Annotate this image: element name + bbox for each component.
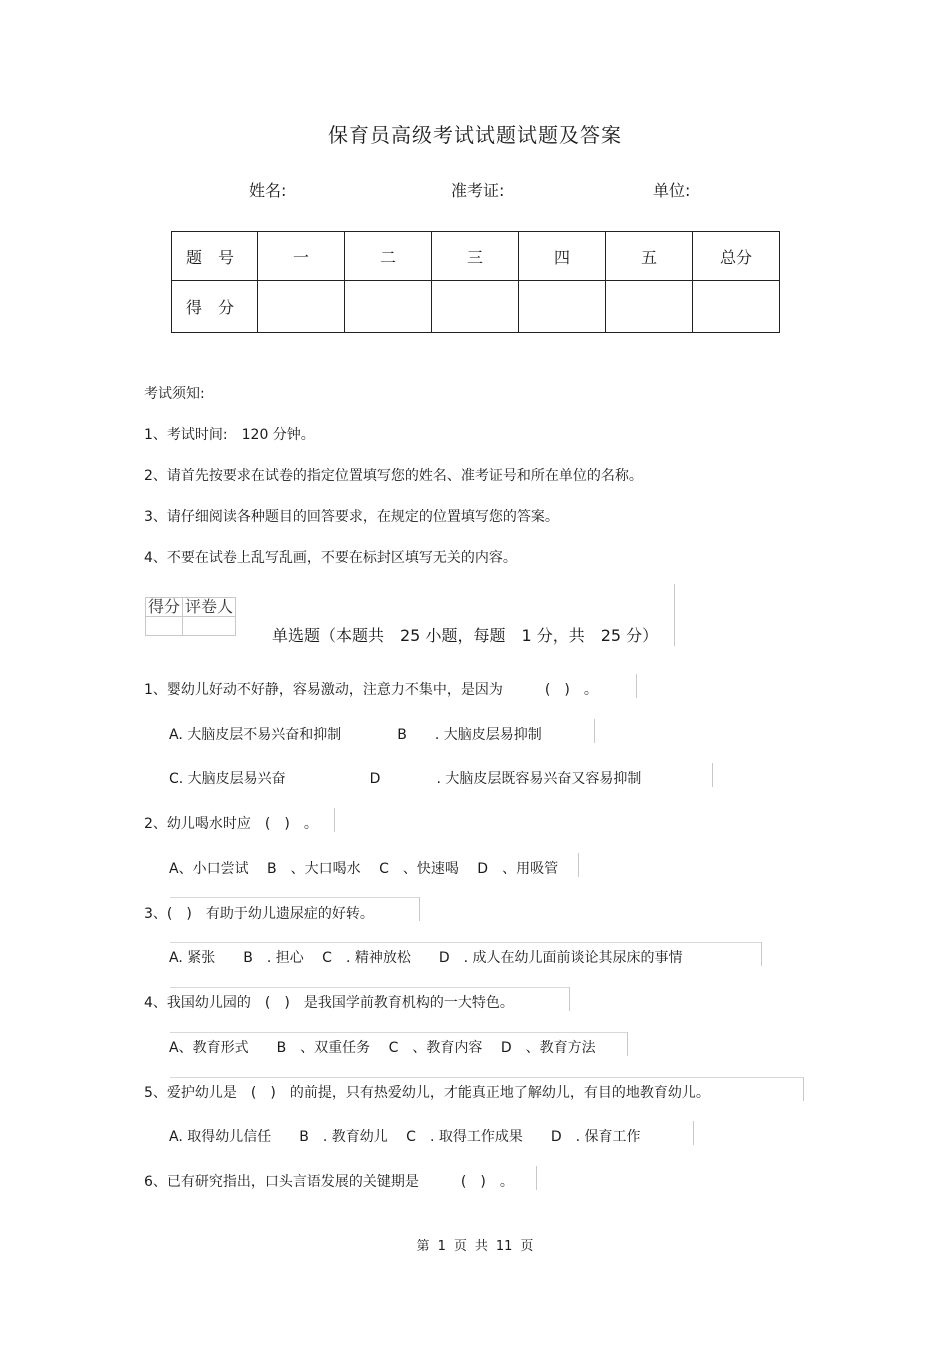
margin-line <box>170 897 420 898</box>
question-stem: 3、( ) 有助于幼儿遗尿症的好转。 <box>144 906 374 922</box>
grader-score-label: 得分 <box>146 598 183 617</box>
score-col-5: 五 <box>606 232 693 281</box>
page-footer <box>0 1235 950 1254</box>
footer-total-word: 共 <box>474 1239 488 1254</box>
ticket-label: 准考证: <box>451 181 505 200</box>
footer-page-word: 页 <box>453 1239 467 1254</box>
score-col-2: 二 <box>345 232 432 281</box>
question-stem: 5、爱护幼儿是 ( ) 的前提，只有热爱幼儿，才能真正地了解幼儿，有目的地教育幼儿。 <box>144 1085 710 1101</box>
grader-name-cell <box>183 617 236 636</box>
margin-mark <box>712 763 713 787</box>
notice-item: 2、请首先按要求在试卷的指定位置填写您的姓名、准考证号和所在单位的名称。 <box>144 468 643 484</box>
margin-mark <box>803 1077 804 1101</box>
margin-mark <box>636 674 637 698</box>
margin-mark <box>334 808 335 832</box>
name-label: 姓名: <box>249 181 287 200</box>
question-options: A、小口尝试 B 、大口喝水 C 、快速喝 D 、用吸管 <box>169 861 559 877</box>
margin-mark <box>627 1032 628 1056</box>
margin-mark <box>536 1166 537 1190</box>
grader-score-cell <box>146 617 183 636</box>
margin-mark <box>761 942 762 966</box>
margin-line <box>170 942 762 943</box>
notice-heading: 考试须知: <box>144 386 205 402</box>
question-stem: 4、我国幼儿园的 ( ) 是我国学前教育机构的一大特色。 <box>144 995 514 1011</box>
margin-mark <box>693 1121 694 1145</box>
unit-label: 单位: <box>653 181 691 200</box>
score-col-3: 三 <box>432 232 519 281</box>
score-cell <box>258 281 345 333</box>
score-table-row-label: 得分 <box>172 281 258 333</box>
score-table-header-label: 题号 <box>172 232 258 281</box>
section-heading: 单选题（本题共 25 小题，每题 1 分，共 25 分） <box>272 626 659 645</box>
score-cell <box>693 281 780 333</box>
question-options: A. 取得幼儿信任 B . 教育幼儿 C . 取得工作成果 D . 保育工作 <box>169 1129 641 1145</box>
notice-item: 4、不要在试卷上乱写乱画，不要在标封区填写无关的内容。 <box>144 550 517 566</box>
margin-mark <box>594 719 595 743</box>
score-cell <box>432 281 519 333</box>
score-cell <box>606 281 693 333</box>
margin-mark <box>419 897 420 921</box>
margin-line <box>170 1032 628 1033</box>
score-cell <box>519 281 606 333</box>
page-title: 保育员高级考试试题试题及答案 <box>328 123 622 147</box>
footer-prefix: 第 <box>416 1239 430 1254</box>
score-col-total: 总分 <box>693 232 780 281</box>
grader-name-label: 评卷人 <box>183 598 236 617</box>
question-stem: 1、婴幼儿好动不好静，容易激动，注意力不集中，是因为 ( ) 。 <box>144 682 598 698</box>
margin-mark <box>569 987 570 1011</box>
page-number: 1 <box>437 1239 446 1254</box>
notice-item: 3、请仔细阅读各种题目的回答要求，在规定的位置填写您的答案。 <box>144 509 559 525</box>
footer-suffix: 页 <box>520 1239 534 1254</box>
question-options: A. 紧张 B . 担心 C . 精神放松 D . 成人在幼儿面前谈论其尿床的事情 <box>169 950 683 966</box>
notice-item: 1、考试时间: 120 分钟。 <box>144 427 315 443</box>
grader-box <box>145 597 236 636</box>
question-options: C. 大脑皮层易兴奋 D . 大脑皮层既容易兴奋又容易抑制 <box>169 771 642 787</box>
section-divider <box>674 584 675 646</box>
question-options: A、教育形式 B 、双重任务 C 、教育内容 D 、教育方法 <box>169 1040 596 1056</box>
question-options: A. 大脑皮层不易兴奋和抑制 B . 大脑皮层易抑制 <box>169 727 542 743</box>
margin-mark <box>578 853 579 877</box>
score-table <box>171 231 780 333</box>
question-stem: 2、幼儿喝水时应 ( ) 。 <box>144 816 318 832</box>
score-col-4: 四 <box>519 232 606 281</box>
score-col-1: 一 <box>258 232 345 281</box>
question-stem: 6、已有研究指出，口头言语发展的关键期是 ( ) 。 <box>144 1174 514 1190</box>
score-cell <box>345 281 432 333</box>
margin-line <box>170 1077 804 1078</box>
total-pages: 11 <box>495 1239 513 1254</box>
margin-line <box>170 987 570 988</box>
